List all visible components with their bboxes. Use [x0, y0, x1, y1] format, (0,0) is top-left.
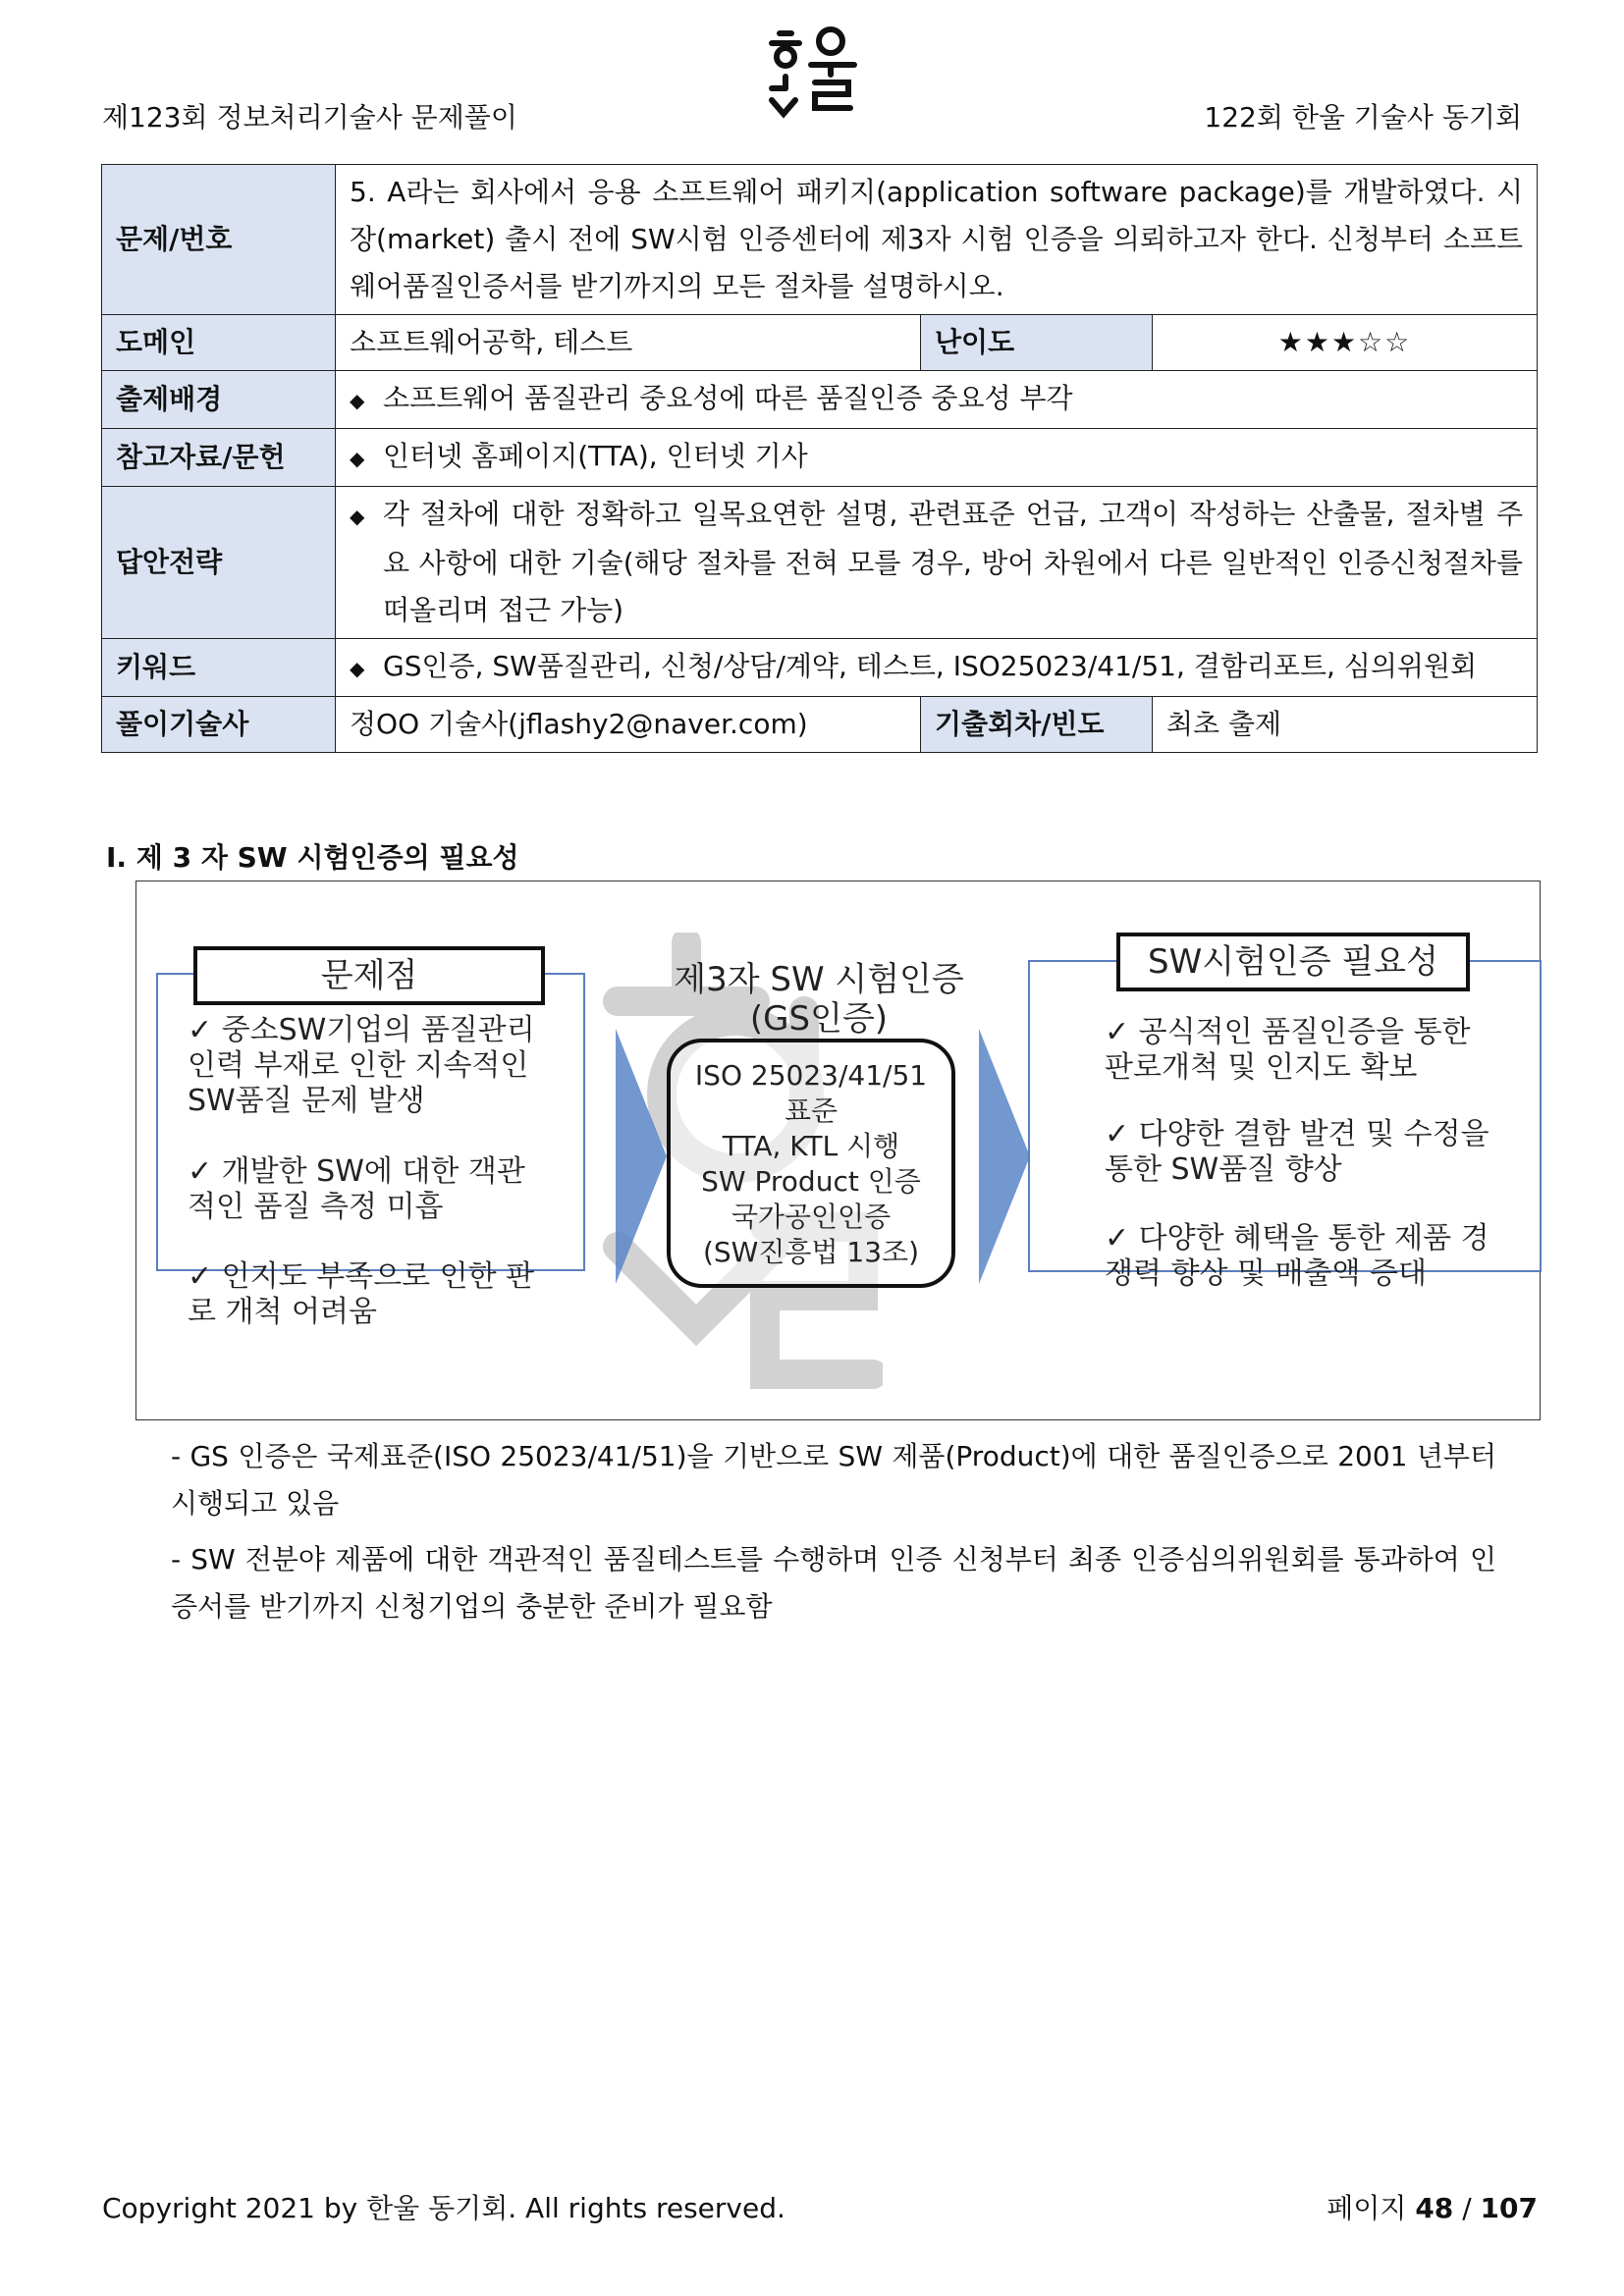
keyword-cell [336, 639, 1538, 697]
right-item-3: ✓ 다양한 혜택을 통한 제품 경쟁력 향상 및 매출액 증대 [1105, 1221, 1489, 1291]
page-total: 107 [1480, 2192, 1538, 2224]
center-standards-box [667, 1039, 955, 1288]
right-panel-title: SW시험인증 필요성 [1116, 933, 1470, 991]
table-row [102, 487, 1538, 639]
left-item-3: ✓ 인지도 부족으로 인한 판로 개척 어려움 [188, 1259, 535, 1329]
right-item-1: ✓ 공식적인 품질인증을 통한 판로개척 및 인지도 확보 [1105, 1015, 1471, 1085]
frequency-value: 최초 출제 [1153, 697, 1538, 753]
diamond-bullet-icon: ◆ [350, 505, 365, 528]
page-label: 페이지 [1326, 2192, 1407, 2224]
header-right-title: 122회 한울 기술사 동기회 [1204, 101, 1522, 133]
domain-value: 소프트웨어공학, 테스트 [336, 315, 921, 371]
page-separator: / [1462, 2192, 1472, 2224]
keyword-value: GS인증, SW품질관리, 신청/상담/계약, 테스트, ISO25023/41/51, 결함리포트, 심의위원회 [383, 650, 1478, 682]
reference-cell [336, 429, 1538, 487]
strategy-cell [336, 487, 1538, 639]
left-item-2: ✓ 개발한 SW에 대한 객관적인 품질 측정 미흡 [188, 1154, 525, 1224]
page-current: 48 [1415, 2192, 1454, 2224]
background-value: 소프트웨어 품질관리 중요성에 따른 품질인증 중요성 부각 [383, 382, 1073, 414]
header-left-title: 제123회 정보처리기술사 문제풀이 [102, 101, 517, 133]
author-label: 풀이기술사 [102, 697, 336, 753]
table-row [102, 639, 1538, 697]
difficulty-stars: ★★★☆☆ [1153, 315, 1538, 371]
center-line: TTA, KTL 시행 [722, 1130, 900, 1162]
diamond-bullet-icon: ◆ [350, 657, 365, 680]
question-label: 문제/번호 [102, 165, 336, 315]
table-row [102, 697, 1538, 753]
center-title: 제3자 SW 시험인증 [674, 960, 964, 999]
reference-label: 참고자료/문헌 [102, 429, 336, 487]
background-cell [336, 371, 1538, 429]
left-item-1: ✓ 중소SW기업의 품질관리 인력 부재로 인한 지속적인 SW품질 문제 발생 [188, 1013, 535, 1118]
center-line: 국가공인인증 [731, 1201, 892, 1233]
background-label: 출제배경 [102, 371, 336, 429]
section-heading: I. 제 3 자 SW 시험인증의 필요성 [106, 841, 519, 874]
frequency-label: 기출회차/빈도 [921, 697, 1153, 753]
question-text: 5. A라는 회사에서 응용 소프트웨어 패키지(application software package)를 개발하였다. 시장(market) 출시 전에 SW시험 인증센터에 제3자 시험 인증을 의뢰하고자 한다. 신청부터 소프트웨어품질인증서를 받기까지의 모든 절차를 설명하시오. [336, 165, 1538, 315]
table-row [102, 371, 1538, 429]
keyword-label: 키워드 [102, 639, 336, 697]
right-item-2: ✓ 다양한 결함 발견 및 수정을 통한 SW품질 향상 [1105, 1117, 1489, 1187]
hanul-logo-icon [766, 26, 874, 133]
arrow-right-icon [975, 1029, 1034, 1284]
paragraph-gs-process: - SW 전분야 제품에 대한 객관적인 품질테스트를 수행하며 인증 신청부터 최종 인증심의위원회를 통과하여 인증서를 받기까지 신청기업의 충분한 준비가 필요함 [171, 1543, 1496, 1623]
arrow-right-icon [612, 1029, 671, 1284]
center-subtitle: (GS인증) [749, 999, 889, 1039]
table-row [102, 315, 1538, 371]
center-line: (SW진흥법 13조) [702, 1236, 920, 1268]
hanul-logo [766, 26, 874, 133]
domain-label: 도메인 [102, 315, 336, 371]
paragraph-gs-intro: - GS 인증은 국제표준(ISO 25023/41/51)을 기반으로 SW 제품(Product)에 대한 품질인증으로 2001 년부터 시행되고 있음 [171, 1440, 1496, 1520]
footer-copyright: Copyright 2021 by 한울 동기회. All rights reserved. [102, 2192, 785, 2224]
reference-value: 인터넷 홈페이지(TTA), 인터넷 기사 [383, 440, 808, 472]
author-value: 정OO 기술사(jflashy2@naver.com) [336, 697, 921, 753]
diamond-bullet-icon: ◆ [350, 447, 365, 470]
footer-page-number [1326, 2187, 1538, 2226]
necessity-diagram [135, 881, 1541, 1420]
center-line: 표준 [784, 1095, 839, 1127]
table-row [102, 165, 1538, 315]
strategy-value: 각 절차에 대한 정확하고 일목요연한 설명, 관련표준 언급, 고객이 작성하는 산출물, 절차별 주요 사항에 대한 기술(해당 절차를 전혀 모를 경우, 방어 차원에서 다른 일반적인 인증신청절차를 떠올리며 접근 가능) [383, 498, 1524, 626]
difficulty-label: 난이도 [921, 315, 1153, 371]
question-meta-table [101, 164, 1538, 753]
diamond-bullet-icon: ◆ [350, 389, 365, 412]
left-panel-title: 문제점 [193, 946, 545, 1005]
center-line: ISO 25023/41/51 [694, 1059, 928, 1092]
table-row [102, 429, 1538, 487]
center-line: SW Product 인증 [701, 1165, 921, 1198]
strategy-label: 답안전략 [102, 487, 336, 639]
